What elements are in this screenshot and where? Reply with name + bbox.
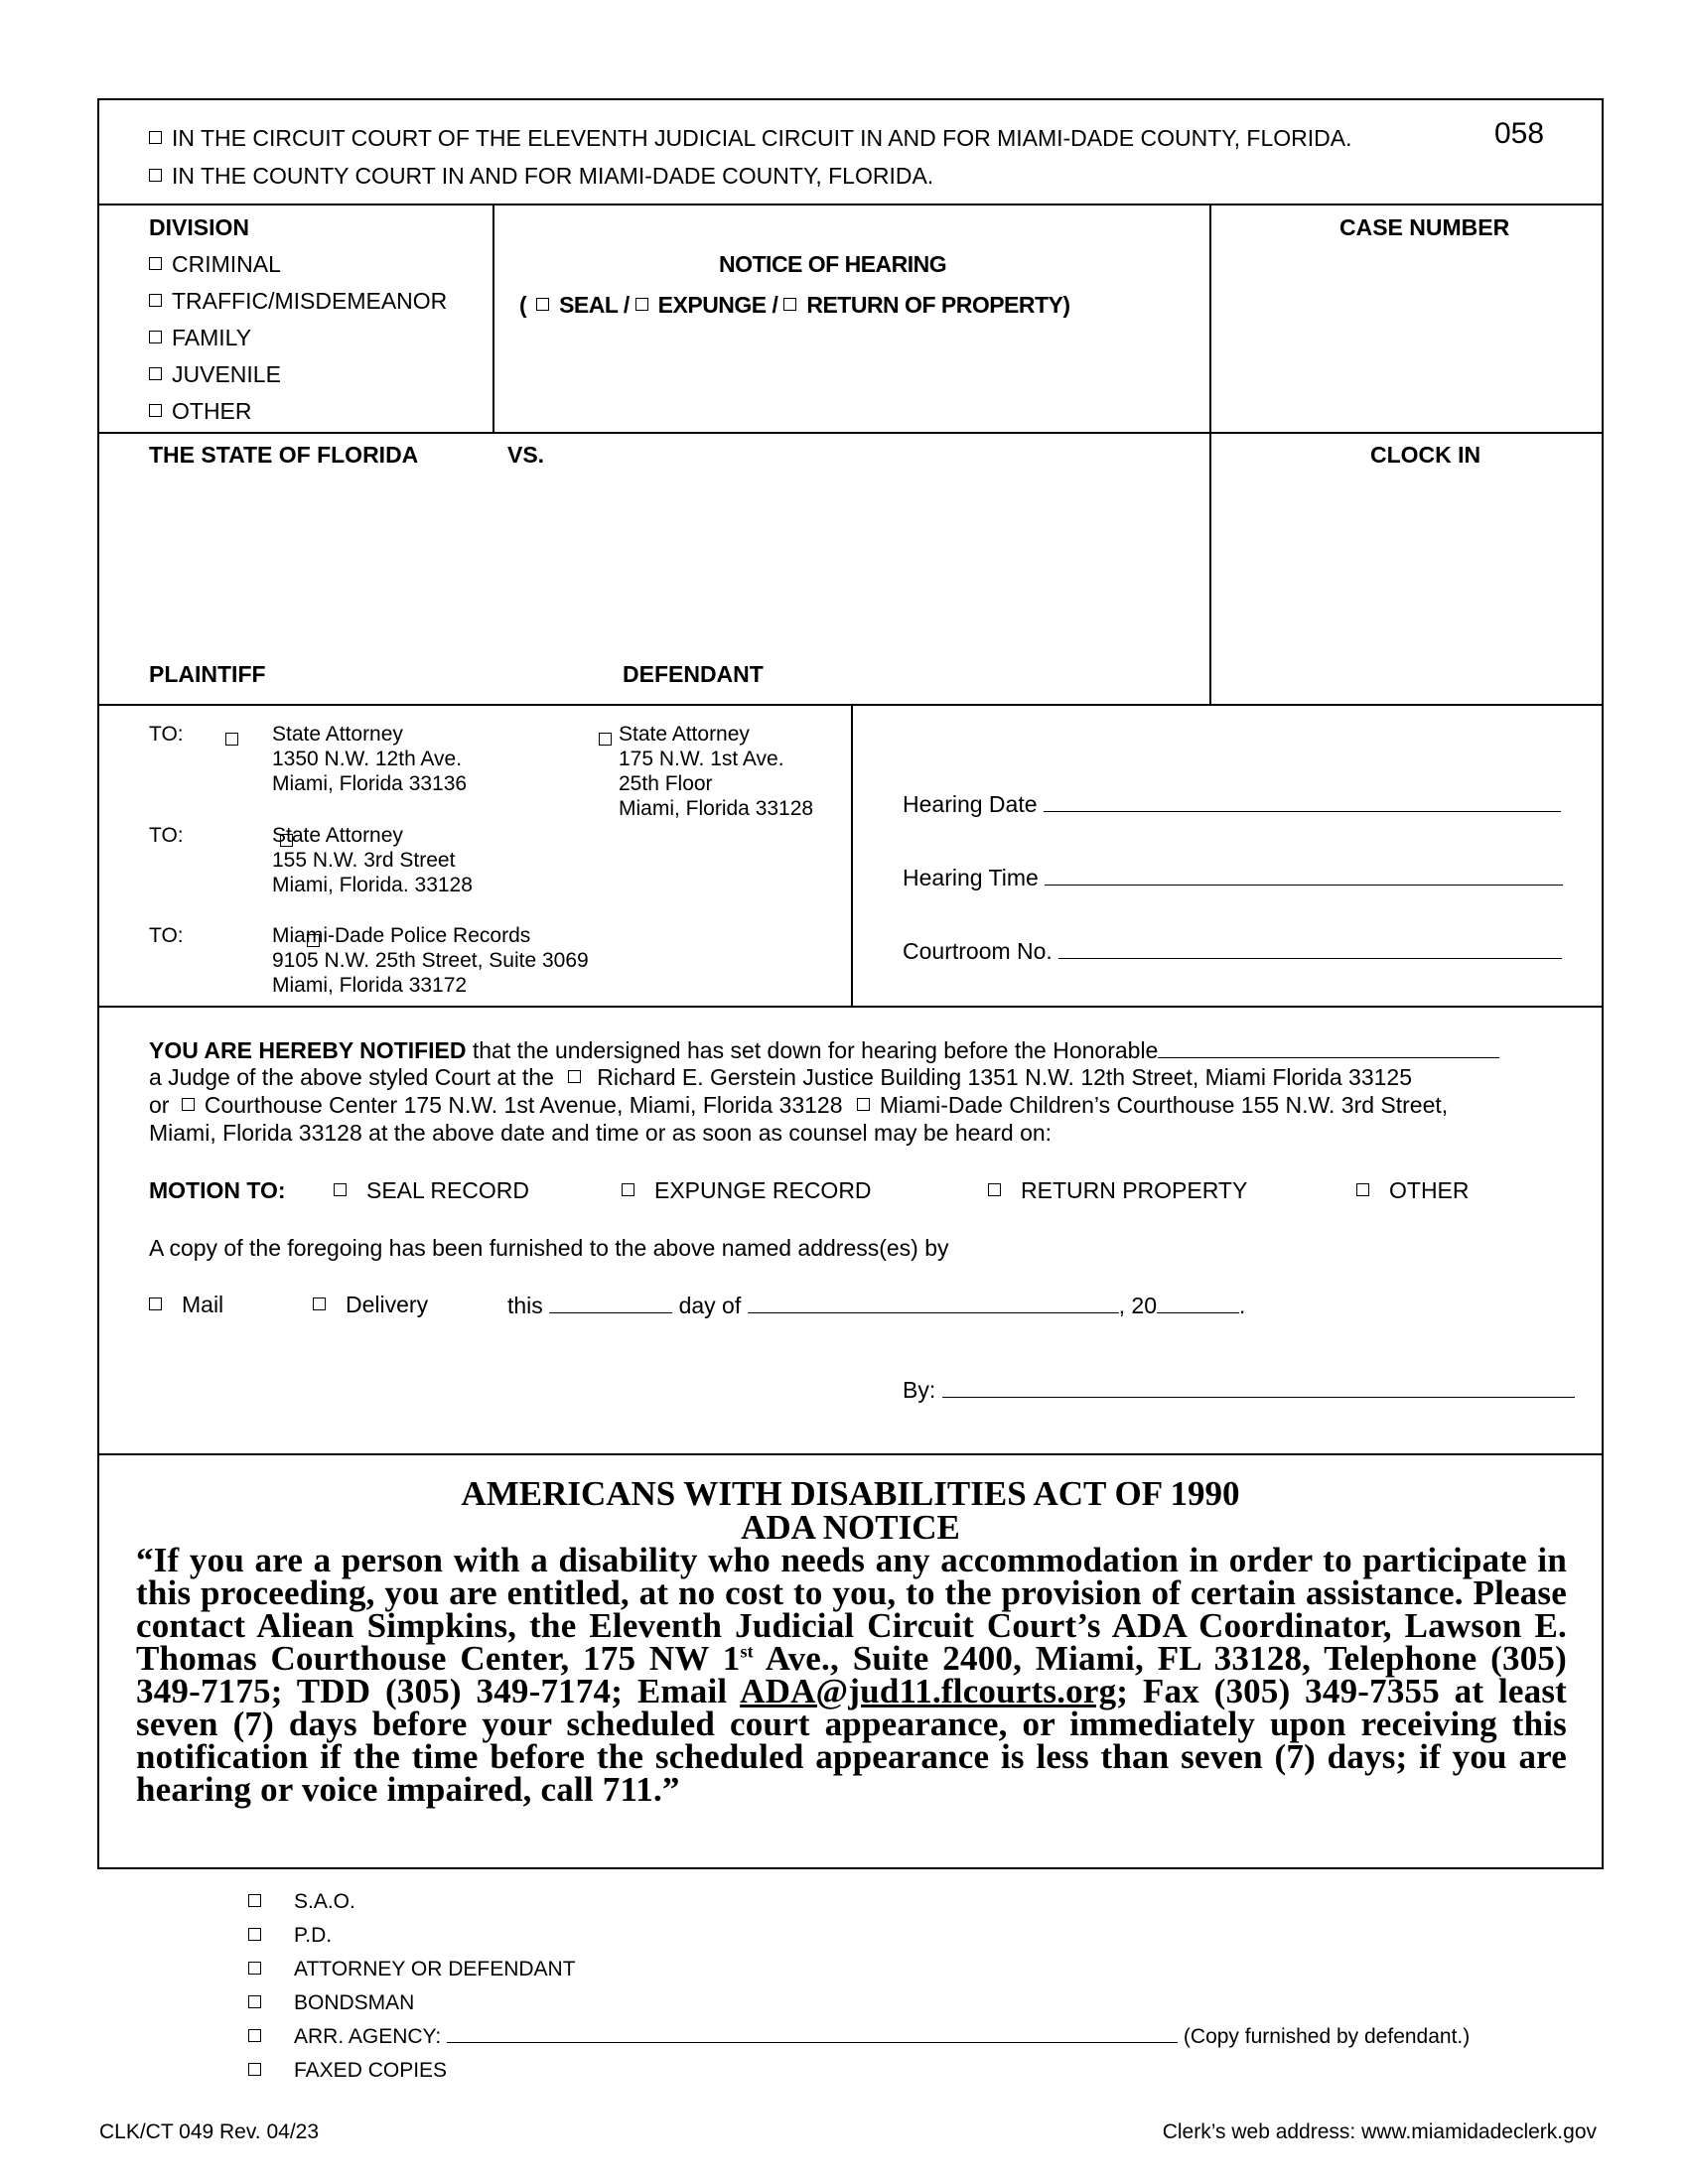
- county-court-option[interactable]: [149, 162, 933, 190]
- dist-label: ATTORNEY OR DEFENDANT: [294, 1958, 576, 1980]
- dist-label: P.D.: [294, 1924, 333, 1947]
- dist-faxed[interactable]: [248, 2058, 447, 2083]
- period: .: [1239, 1293, 1246, 1318]
- dist-pd[interactable]: [248, 1923, 332, 1948]
- seal-checkbox[interactable]: [536, 298, 549, 311]
- defendant-name-field[interactable]: [99, 477, 1206, 655]
- address-line: Miami-Dade Police Records: [272, 924, 531, 947]
- arr-agency-field[interactable]: [447, 2024, 1178, 2043]
- address-line: 155 N.W. 3rd Street: [272, 849, 456, 872]
- notified-text: or: [149, 1092, 170, 1118]
- checkbox[interactable]: [248, 2063, 261, 2076]
- hearing-time-label: Hearing Time: [903, 865, 1039, 890]
- mail-option[interactable]: [149, 1291, 223, 1318]
- checkbox[interactable]: [248, 1894, 261, 1907]
- checkbox[interactable]: [149, 404, 162, 417]
- divider: [97, 432, 1604, 434]
- sa1-checkbox[interactable]: [225, 733, 238, 746]
- notified-text: a Judge of the above styled Court at the: [149, 1064, 554, 1090]
- ada-title-line: AMERICANS WITH DISABILITIES ACT OF 1990: [461, 1474, 1240, 1513]
- divider: [97, 1006, 1604, 1008]
- courthouse-center-checkbox[interactable]: [182, 1098, 195, 1111]
- sa1-address: [272, 722, 467, 796]
- ada-title-line: ADA NOTICE: [741, 1508, 960, 1547]
- hearing-date-row: [903, 789, 1561, 818]
- divider: [97, 204, 1604, 205]
- defendant-label: DEFENDANT: [623, 661, 764, 687]
- division-option-traffic[interactable]: [149, 287, 447, 315]
- courtroom-row: [903, 936, 1562, 965]
- motion-option-label: EXPUNGE RECORD: [654, 1177, 872, 1203]
- address-line: 1350 N.W. 12th Ave.: [272, 748, 463, 770]
- checkbox[interactable]: [334, 1183, 347, 1196]
- to-label: TO:: [149, 723, 184, 746]
- checkbox[interactable]: [248, 1928, 261, 1941]
- divider: [492, 204, 494, 432]
- notified-lead: YOU ARE HEREBY NOTIFIED: [149, 1037, 467, 1063]
- division-label: DIVISION: [149, 214, 249, 240]
- motion-option-expunge[interactable]: [622, 1176, 872, 1204]
- checkbox[interactable]: [149, 257, 162, 270]
- dist-attorney[interactable]: [248, 1957, 576, 1981]
- checkbox[interactable]: [622, 1183, 634, 1196]
- notified-line-3: [149, 1091, 1448, 1119]
- notified-line-2: [149, 1063, 1412, 1091]
- mail-label: Mail: [182, 1292, 224, 1317]
- checkbox[interactable]: [248, 2029, 261, 2042]
- address-line: 175 N.W. 1st Ave.: [619, 748, 784, 770]
- ada-sup: st: [740, 1641, 754, 1662]
- motion-option-label: SEAL RECORD: [366, 1177, 530, 1203]
- dist-bondsman[interactable]: [248, 1990, 414, 2015]
- dist-arr-agency[interactable]: [248, 2024, 1470, 2049]
- hearing-date-field[interactable]: [1044, 789, 1561, 812]
- address-line: State Attorney: [619, 723, 750, 746]
- ada-body: [136, 1541, 1567, 1809]
- division-option-label: JUVENILE: [172, 361, 281, 387]
- expunge-checkbox[interactable]: [635, 298, 648, 311]
- checkbox[interactable]: [1356, 1183, 1369, 1196]
- year-field[interactable]: [1157, 1291, 1239, 1313]
- dist-label: BONDSMAN: [294, 1991, 415, 2014]
- division-option-other[interactable]: [149, 397, 252, 425]
- expunge-label: EXPUNGE /: [657, 292, 778, 318]
- division-option-label: CRIMINAL: [172, 251, 281, 277]
- notice-title: NOTICE OF HEARING: [719, 251, 947, 277]
- sa2-checkbox[interactable]: [599, 733, 612, 746]
- notice-type-line: [519, 291, 1070, 319]
- motion-option-seal[interactable]: [334, 1176, 529, 1204]
- courtroom-label: Courtroom No.: [903, 938, 1053, 964]
- arr-agency-note: (Copy furnished by defendant.): [1183, 2025, 1471, 2048]
- divider: [851, 704, 853, 1006]
- by-label: By:: [903, 1377, 936, 1403]
- clock-in-label: CLOCK IN: [1370, 442, 1481, 468]
- dist-label: ARR. AGENCY:: [294, 2025, 442, 2048]
- seal-label: SEAL /: [559, 292, 630, 318]
- form-number: 058: [1494, 117, 1545, 150]
- return-label: RETURN OF PROPERTY): [806, 292, 1070, 318]
- dist-label: FAXED COPIES: [294, 2059, 448, 2082]
- month-field[interactable]: [748, 1291, 1119, 1313]
- courthouse-center-address: Courthouse Center 175 N.W. 1st Avenue, Miami, Florida 33128: [204, 1092, 843, 1118]
- dist-sao[interactable]: [248, 1889, 355, 1914]
- motion-option-return[interactable]: [988, 1176, 1247, 1204]
- address-line: 9105 N.W. 25th Street, Suite 3069: [272, 949, 589, 972]
- division-option-label: TRAFFIC/MISDEMEANOR: [172, 288, 448, 314]
- motion-option-other[interactable]: [1356, 1176, 1470, 1204]
- date-served-row: [507, 1291, 1245, 1319]
- address-line: Miami, Florida 33172: [272, 974, 468, 997]
- ada-text: ; Fax (305) 349-7355 at least seven (7) days before your scheduled court appearance, or immediately upon receiving this notification if the time before the scheduled appearance is less than seven (7) days; if you are hearing or voice impaired, call 711.”: [136, 1672, 1567, 1809]
- checkbox[interactable]: [149, 294, 162, 307]
- divider: [97, 1453, 1604, 1455]
- childrens-courthouse-checkbox[interactable]: [857, 1098, 870, 1111]
- division-option-label: FAMILY: [172, 325, 252, 350]
- address-line: Miami, Florida 33136: [272, 772, 468, 795]
- vs-label: VS.: [507, 442, 545, 468]
- hearing-time-row: [903, 863, 1563, 891]
- paren: (: [519, 292, 527, 318]
- ada-text: “If you are a person with a disability who needs any accommodation in order to participate in this proceeding, you are entitled, at no cost to you, to the provision of certain assistance. Please contact Aliean Simpkins, the Eleventh Judicial Circuit Court’s ADA Coordinator, Lawson E. Thomas Courthouse Center, 175 NW 1: [136, 1541, 1567, 1678]
- gerstein-address: Richard E. Gerstein Justice Building 1351 N.W. 12th Street, Miami Florida 33125: [597, 1064, 1413, 1090]
- judge-name-field[interactable]: [1158, 1035, 1499, 1058]
- to-label: TO:: [149, 924, 184, 947]
- delivery-option[interactable]: [313, 1291, 428, 1318]
- hearing-date-label: Hearing Date: [903, 791, 1038, 817]
- motion-option-label: OTHER: [1389, 1177, 1470, 1203]
- checkbox[interactable]: [248, 1962, 261, 1975]
- county-court-label: IN THE COUNTY COURT IN AND FOR MIAMI-DADE COUNTY, FLORIDA.: [172, 163, 934, 189]
- divider: [1209, 204, 1211, 704]
- day-field[interactable]: [549, 1291, 672, 1313]
- sa3-address: [272, 823, 473, 897]
- address-line: 25th Floor: [619, 772, 713, 795]
- this-label: this: [507, 1293, 543, 1318]
- ada-email-link[interactable]: ADA@jud11.flcourts.org: [740, 1672, 1117, 1710]
- checkbox[interactable]: [149, 331, 162, 343]
- return-checkbox[interactable]: [783, 298, 796, 311]
- notified-text: that the undersigned has set down for hearing before the Honorable: [472, 1037, 1159, 1063]
- childrens-courthouse-address: Miami-Dade Children’s Courthouse 155 N.W. 3rd Street,: [879, 1092, 1449, 1118]
- year-prefix: , 20: [1118, 1293, 1157, 1318]
- gerstein-checkbox[interactable]: [568, 1070, 581, 1083]
- checkbox[interactable]: [149, 131, 162, 144]
- courtroom-field[interactable]: [1058, 936, 1562, 959]
- state-label: THE STATE OF FLORIDA: [149, 442, 419, 468]
- case-number-field[interactable]: [1213, 243, 1601, 427]
- plaintiff-label: PLAINTIFF: [149, 661, 266, 687]
- checkbox[interactable]: [149, 1297, 162, 1310]
- address-line: State Attorney: [272, 723, 403, 746]
- motion-label: MOTION TO:: [149, 1177, 286, 1203]
- checkbox[interactable]: [149, 169, 162, 182]
- police-address: [272, 923, 589, 998]
- checkbox[interactable]: [313, 1297, 326, 1310]
- division-option-criminal[interactable]: [149, 250, 281, 278]
- signature-field[interactable]: [942, 1375, 1575, 1398]
- to-label: TO:: [149, 824, 184, 847]
- division-option-juvenile[interactable]: [149, 360, 281, 388]
- case-number-label: CASE NUMBER: [1339, 214, 1510, 240]
- dist-label: S.A.O.: [294, 1890, 355, 1913]
- circuit-court-option[interactable]: [149, 124, 1351, 152]
- by-row: [903, 1375, 1575, 1404]
- motion-option-label: RETURN PROPERTY: [1021, 1177, 1248, 1203]
- day-of-label: day of: [678, 1293, 742, 1318]
- ada-title: [97, 1474, 1604, 1547]
- division-option-label: OTHER: [172, 398, 252, 424]
- sa2-address: [619, 722, 813, 821]
- notified-line-1: [149, 1035, 1499, 1064]
- delivery-label: Delivery: [346, 1292, 429, 1317]
- checkbox[interactable]: [248, 1995, 261, 2008]
- address-line: Miami, Florida 33128: [619, 797, 814, 820]
- notified-line-4: Miami, Florida 33128 at the above date and time or as soon as counsel may be heard on:: [149, 1120, 1053, 1146]
- address-line: State Attorney: [272, 824, 403, 847]
- clerk-web-address: Clerk’s web address: www.miamidadeclerk.gov: [1162, 2120, 1597, 2143]
- ada-text: Ave., Suite 2400, Miami, FL 33128, Telephone (305) 349-7175; TDD (305) 349-7174; Email: [136, 1639, 1567, 1710]
- furnished-text: A copy of the foregoing has been furnished to the above named address(es) by: [149, 1235, 949, 1261]
- address-line: Miami, Florida. 33128: [272, 874, 473, 896]
- form-revision: CLK/CT 049 Rev. 04/23: [99, 2120, 320, 2143]
- hearing-time-field[interactable]: [1045, 863, 1563, 886]
- circuit-court-label: IN THE CIRCUIT COURT OF THE ELEVENTH JUDICIAL CIRCUIT IN AND FOR MIAMI-DADE COUNTY, FLORIDA.: [172, 125, 1352, 151]
- checkbox[interactable]: [149, 367, 162, 380]
- checkbox[interactable]: [988, 1183, 1001, 1196]
- division-option-family[interactable]: [149, 324, 251, 351]
